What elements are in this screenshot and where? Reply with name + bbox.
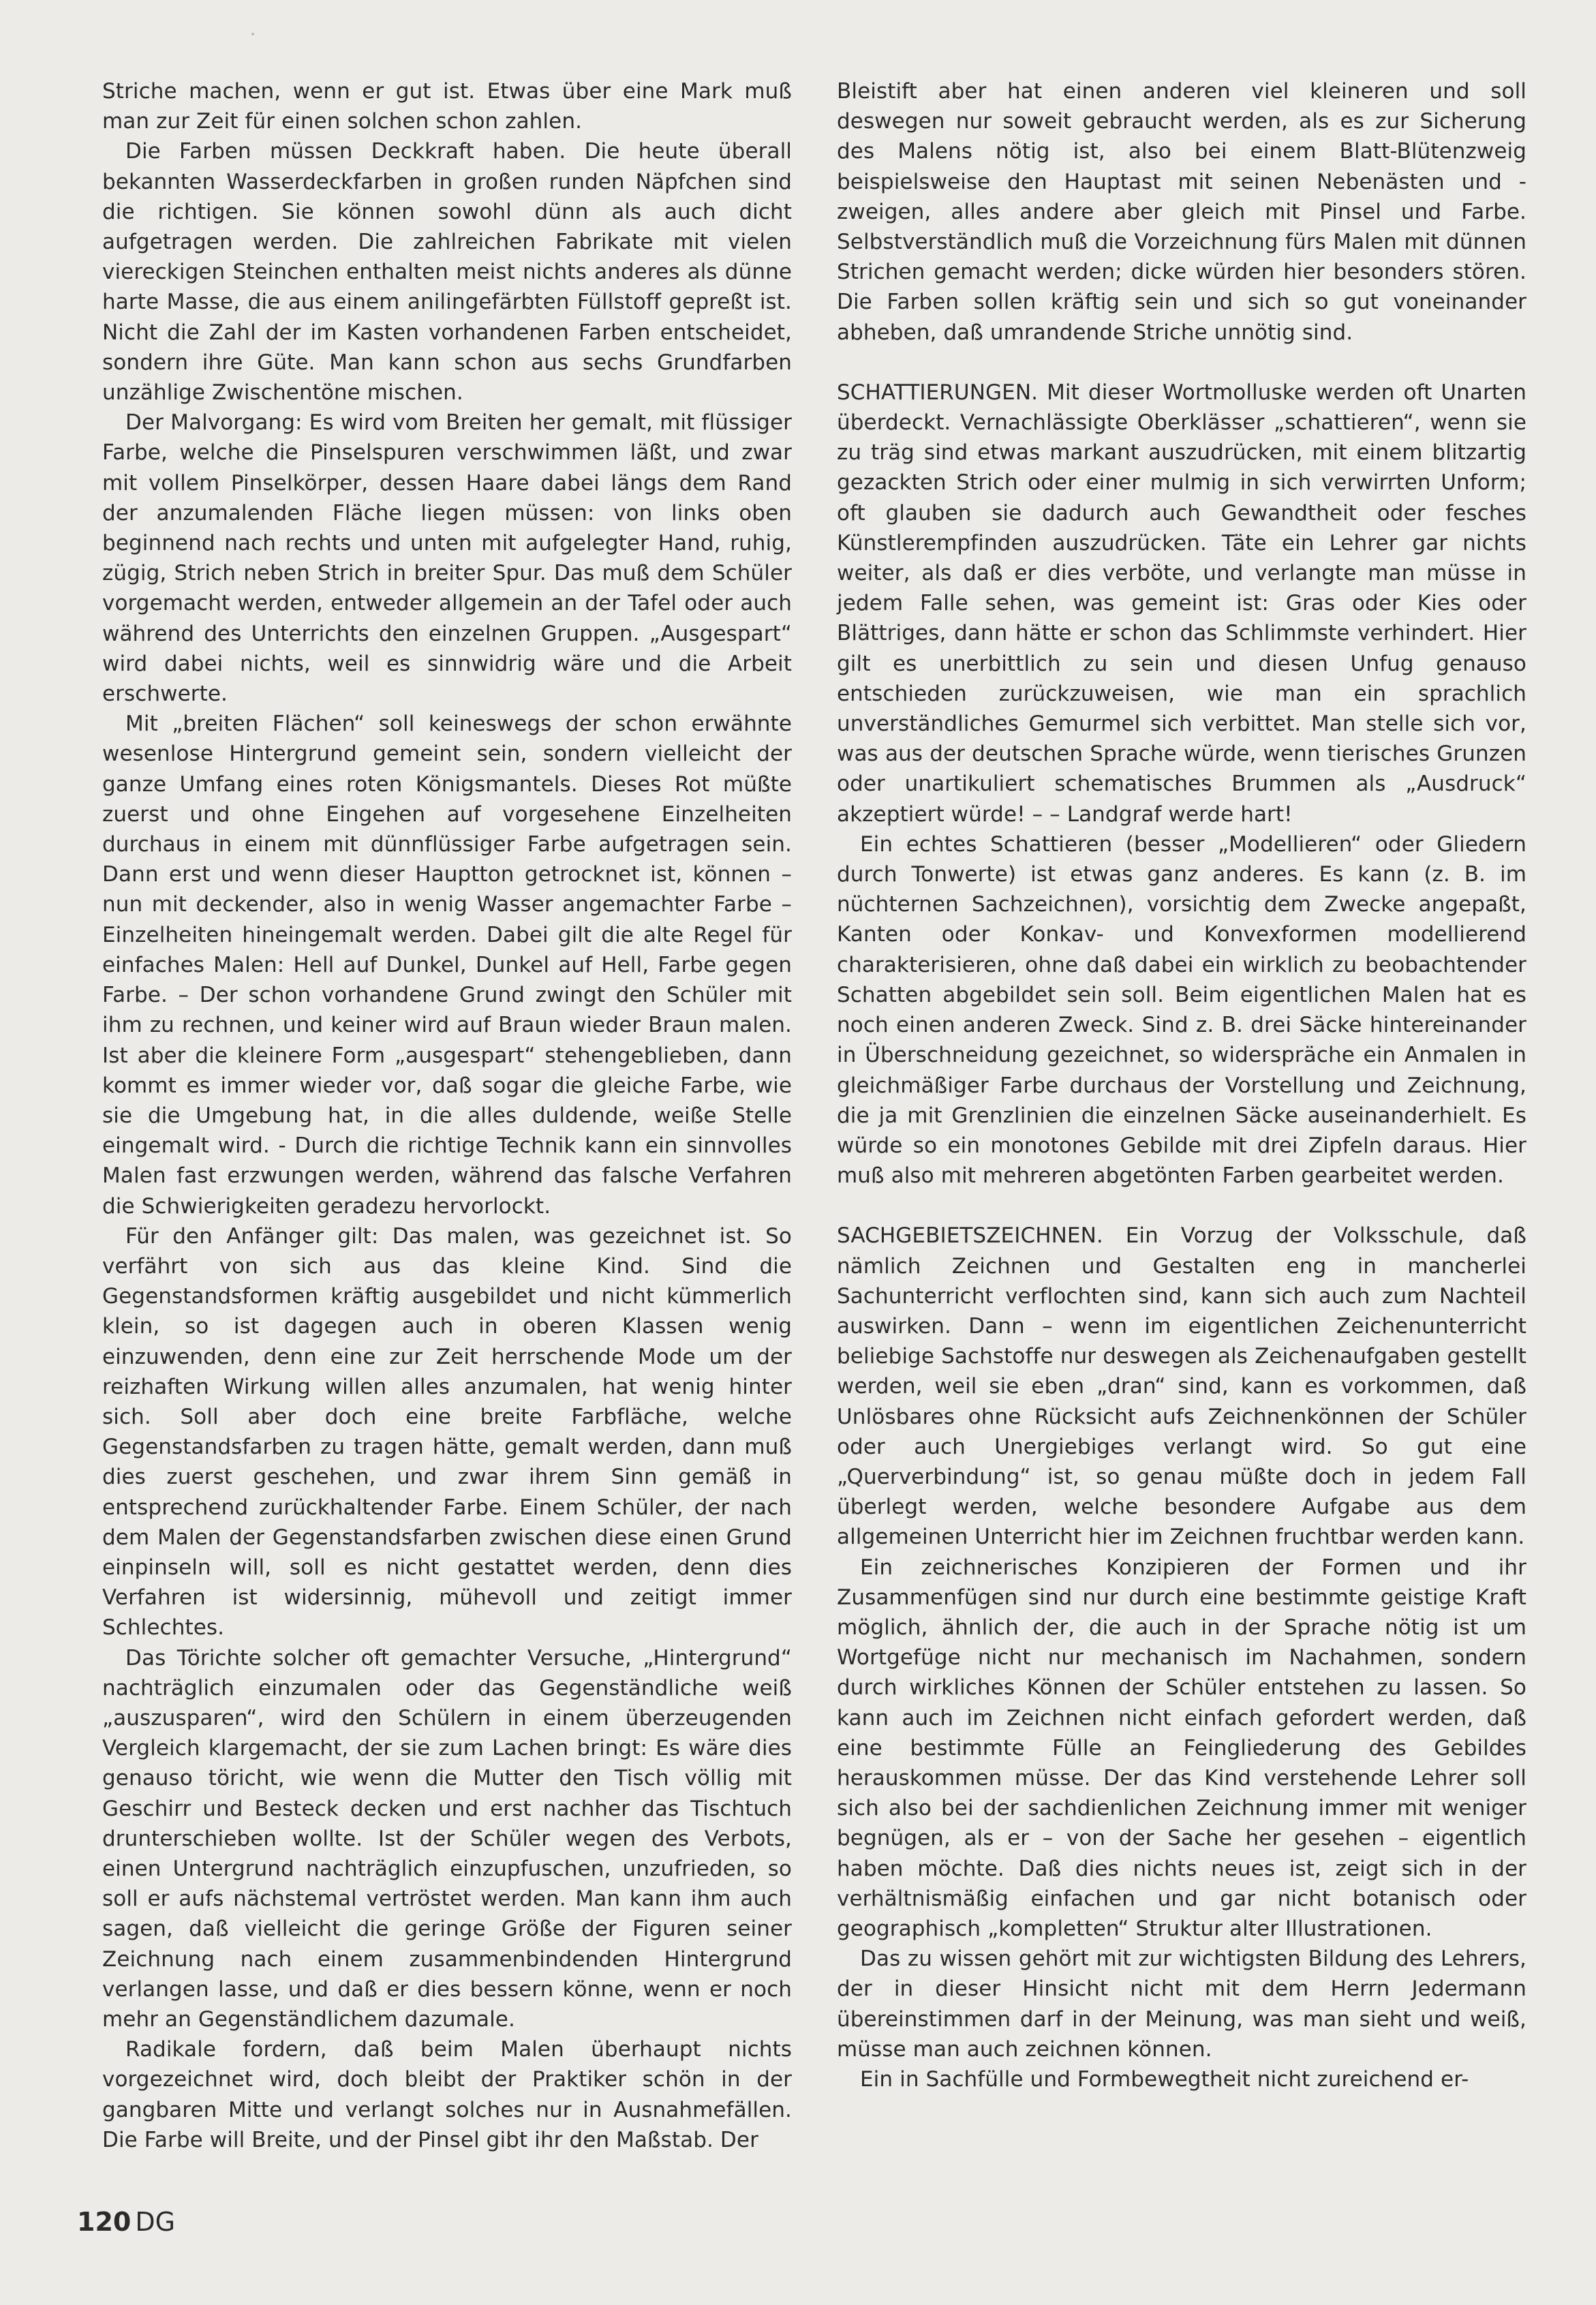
section-schattierungen: SCHATTIERUNGEN. Mit dieser Wortmolluske werden oft Unarten überdeckt. Vernachlässigte Oberklässer „schattieren“, wenn sie zu träg sind etwas markant auszudrücken, mit einem blitzartig gezackten Strich oder einer mulmig in sich verwirrten Unform; oft glauben sie dadurch auch Gewandtheit oder fesches Künstlerempfinden auszudrücken. Täte ein Lehrer gar nichts weiter, als daß er dies verböte, und verlangte man müsse in jedem Falle sehen, was gemeint ist: Gras oder Kies oder Blättriges, dann hätte er schon das Schlimmste verhindert. Hier gilt es unerbittlich zu sein und diesen Unfug genauso entschieden zurückzuweisen, wie man ein sprachlich unverständliches Gemurmel sich verbittet. Man stelle sich vor, was aus der deutschen Sprache würde, wenn tierisches Grunzen oder unartikuliert schematisches Brummen als „Ausdruck“ akzeptiert würde! – – Landgraf werde hart! [837, 380, 1526, 827]
page-number: 120 [77, 2207, 132, 2237]
section-sachgebietszeichnen: SACHGEBIETSZEICHNEN. Ein Vorzug der Volksschule, daß nämlich Zeichnen und Gestalten eng in mancherlei Sachunterricht verflochten sind, kann sich auch zum Nachteil auswirken. Dann – wenn im eigentlichen Zeichenunterricht beliebige Sachstoffe nur deswegen als Zeichenaufgaben gestellt werden, weil sie eben „dran“ sind, kann es vorkommen, daß Unlösbares ohne Rücksicht aufs Zeichnenkönnen der Schüler oder auch Unergiebiges verlangt wird. So gut eine „Querverbindung“ ist, so genau müßte doch in jedem Fall überlegt werden, welche besondere Aufgabe aus dem allgemeinen Unterricht hier im Zeichnen fruchtbar werden kann. [837, 1223, 1526, 1550]
paragraph: Striche machen, wenn er gut ist. Etwas über eine Mark muß man zur Zeit für einen solchen schon zahlen. [102, 79, 792, 134]
paragraph: Für den Anfänger gilt: Das malen, was gezeichnet ist. So verfährt von sich aus das kleine Kind. Sind die Gegenstandsformen kräftig ausgebildet und nicht kümmerlich klein, so ist dagegen auch in oberen Klassen wenig einzuwenden, denn eine zur Zeit herrschende Mode um der reizhaften Wirkung willen alles anzumalen, hat wenig hinter sich. Soll aber doch eine breite Farbfläche, welche Gegenstandsfarben zu tragen hätte, gemalt werden, dann muß dies zuerst geschehen, und zwar ihrem Sinn gemäß in entsprechend zurückhaltender Farbe. Einem Schüler, der nach dem Malen der Gegenstandsfarben zwischen diese einen Grund einpinseln will, soll es nicht gestattet werden, denn dies Verfahren ist widersinnig, mühevoll und zeitigt immer Schlechtes. [102, 1223, 792, 1640]
print-speck [251, 33, 254, 35]
section-gap [837, 348, 1526, 378]
journal-mark: DG [135, 2207, 176, 2237]
paragraph: Das Törichte solcher oft gemachter Versuche, „Hintergrund“ nachträglich einzumalen oder das Gegenständliche weiß „auszusparen“, wird den Schülern in einem überzeugenden Vergleich klargemacht, der sie zum Lachen bringt: Es wäre dies genauso töricht, wie wenn die Mutter den Tisch völlig mit Geschirr und Besteck decken und erst nachher das Tischtuch drunterschieben wollte. Ist der Schüler wegen des Verbots, einen Untergrund nachträglich einzupfuschen, unzufrieden, so soll er aufs nächstemal vertröstet werden. Man kann ihm auch sagen, daß vielleicht die geringe Größe der Figuren seiner Zeichnung nach einem zusammenbindenden Hintergrund verlangen lasse, und daß er dies bessern könne, wenn er noch mehr an Gegenständlichem dazumale. [102, 1645, 792, 2032]
section-gap [837, 1191, 1526, 1221]
left-column [102, 76, 792, 2155]
page-folio [77, 2207, 175, 2237]
paragraph: Ein in Sachfülle und Formbewegtheit nicht zureichend er- [860, 2067, 1469, 2092]
right-column [837, 76, 1526, 2094]
paragraph: Radikale fordern, daß beim Malen überhaupt nichts vorgezeichnet wird, doch bleibt der Praktiker schön in der gangbaren Mitte und verlangt solches nur in Ausnahmefällen. Die Farbe will Breite, und der Pinsel gibt ihr den Maßstab. Der [102, 2037, 792, 2152]
paragraph: Das zu wissen gehört mit zur wichtigsten Bildung des Lehrers, der in dieser Hinsicht nicht mit dem Herrn Jedermann übereinstimmen darf in der Meinung, was man sieht und weiß, müsse man auch zeichnen können. [837, 1947, 1526, 2062]
paragraph: Mit „breiten Flächen“ soll keineswegs der schon erwähnte wesenlose Hintergrund gemeint sein, sondern vielleicht der ganze Umfang eines roten Königsmantels. Dieses Rot müßte zuerst und ohne Eingehen auf vorgesehene Einzelheiten durchaus in einem mit dünnflüssiger Farbe aufgetragen sein. Dann erst und wenn dieser Hauptton getrocknet ist, können – nun mit deckender, also in wenig Wasser angemachter Farbe – Einzelheiten hineingemalt werden. Dabei gilt die alte Regel für einfaches Malen: Hell auf Dunkel, Dunkel auf Hell, Farbe gegen Farbe. – Der schon vorhandene Grund zwingt den Schüler mit ihm zu rechnen, und keiner wird auf Braun wieder Braun malen. Ist aber die kleinere Form „ausgespart“ stehengeblieben, dann kommt es immer wieder vor, daß sogar die gleiche Farbe, wie sie die Umgebung hat, in die alles duldende, weiße Stelle eingemalt wird. - Durch die richtige Technik kann ein sinnvolles Malen fast erzwungen werden, während das falsche Verfahren die Schwierigkeiten geradezu hervorlockt. [102, 712, 792, 1219]
paragraph: Der Malvorgang: Es wird vom Breiten her gemalt, mit flüssiger Farbe, welche die Pinselspuren verschwimmen läßt, und zwar mit vollem Pinselkörper, dessen Haare dabei längs dem Rand der anzumalenden Fläche liegen müssen: von links oben beginnend nach rechts und unten mit aufgelegter Hand, ruhig, zügig, Strich neben Strich in breiter Spur. Das muß dem Schüler vorgemacht werden, entweder allgemein an der Tafel oder auch während des Unterrichts den einzelnen Gruppen. „Ausgespart“ wird dabei nichts, weil es sinnwidrig wäre und die Arbeit erschwerte. [102, 410, 792, 707]
paragraph: Bleistift aber hat einen anderen viel kleineren und soll deswegen nur soweit gebraucht werden, als es zur Sicherung des Malens nötig ist, also bei einem Blatt-Blütenzweig beispielsweise den Hauptast mit seinen Nebenästen und -zweigen, alles andere aber gleich mit Pinsel und Farbe. Selbstverständlich muß die Vorzeichnung fürs Malen mit dünnen Strichen gemacht werden; dicke würden hier besonders stören. Die Farben sollen kräftig sein und sich so gut voneinander abheben, daß umrandende Striche unnötig sind. [837, 79, 1526, 345]
paragraph: Ein echtes Schattieren (besser „Modellieren“ oder Gliedern durch Tonwerte) ist etwas ganz anderes. Es kann (z. B. im nüchternen Sachzeichnen), vorsichtig dem Zwecke angepaßt, Kanten oder Konkav- und Konvexformen modellierend charakterisieren, ohne daß dabei ein wirklich zu beobachtender Schatten abgebildet sein soll. Beim eigentlichen Malen hat es noch einen anderen Zweck. Sind z. B. drei Säcke hintereinander in Überschneidung gezeichnet, so widerspräche ein Anmalen in gleichmäßiger Farbe durchaus der Vorstellung und Zeichnung, die ja mit Grenzlinien die einzelnen Säcke auseinanderhielt. Es würde so ein monotones Gebilde mit drei Zipfeln daraus. Hier muß also mit mehreren abgetönten Farben gearbeitet werden. [837, 831, 1526, 1189]
paragraph: Ein zeichnerisches Konzipieren der Formen und ihr Zusammenfügen sind nur durch eine bestimmte geistige Kraft möglich, ähnlich der, die auch in der Sprache nötig ist um Wortgefüge nicht nur mechanisch im Nachahmen, sondern durch wirkliches Können der Schüler entstehen zu lassen. So kann auch im Zeichnen nicht einfach gefordert werden, daß eine bestimmte Fülle an Feingliederung des Gebildes herauskommen müsse. Der das Kind verstehende Lehrer soll sich also bei der sachdienlichen Zeichnung immer mit weniger begnügen, als er – von der Sache her gesehen – eigentlich haben möchte. Daß dies nichts neues ist, zeigt sich in der verhältnismäßig einfachen und gar nicht botanisch oder geographisch „kompletten“ Struktur alter Illustrationen. [837, 1555, 1526, 1941]
paragraph: Die Farben müssen Deckkraft haben. Die heute überall bekannten Wasserdeckfarben in großen runden Näpfchen sind die richtigen. Sie können sowohl dünn als auch dicht aufgetragen werden. Die zahlreichen Fabrikate mit vielen viereckigen Steinchen enthalten meist nichts anderes als dünne harte Masse, die aus einem anilingefärbten Füllstoff gepreßt ist. Nicht die Zahl der im Kasten vorhandenen Farben entscheidet, sondern ihre Güte. Man kann schon aus sechs Grundfarben unzählige Zwischentöne mischen. [102, 139, 792, 406]
